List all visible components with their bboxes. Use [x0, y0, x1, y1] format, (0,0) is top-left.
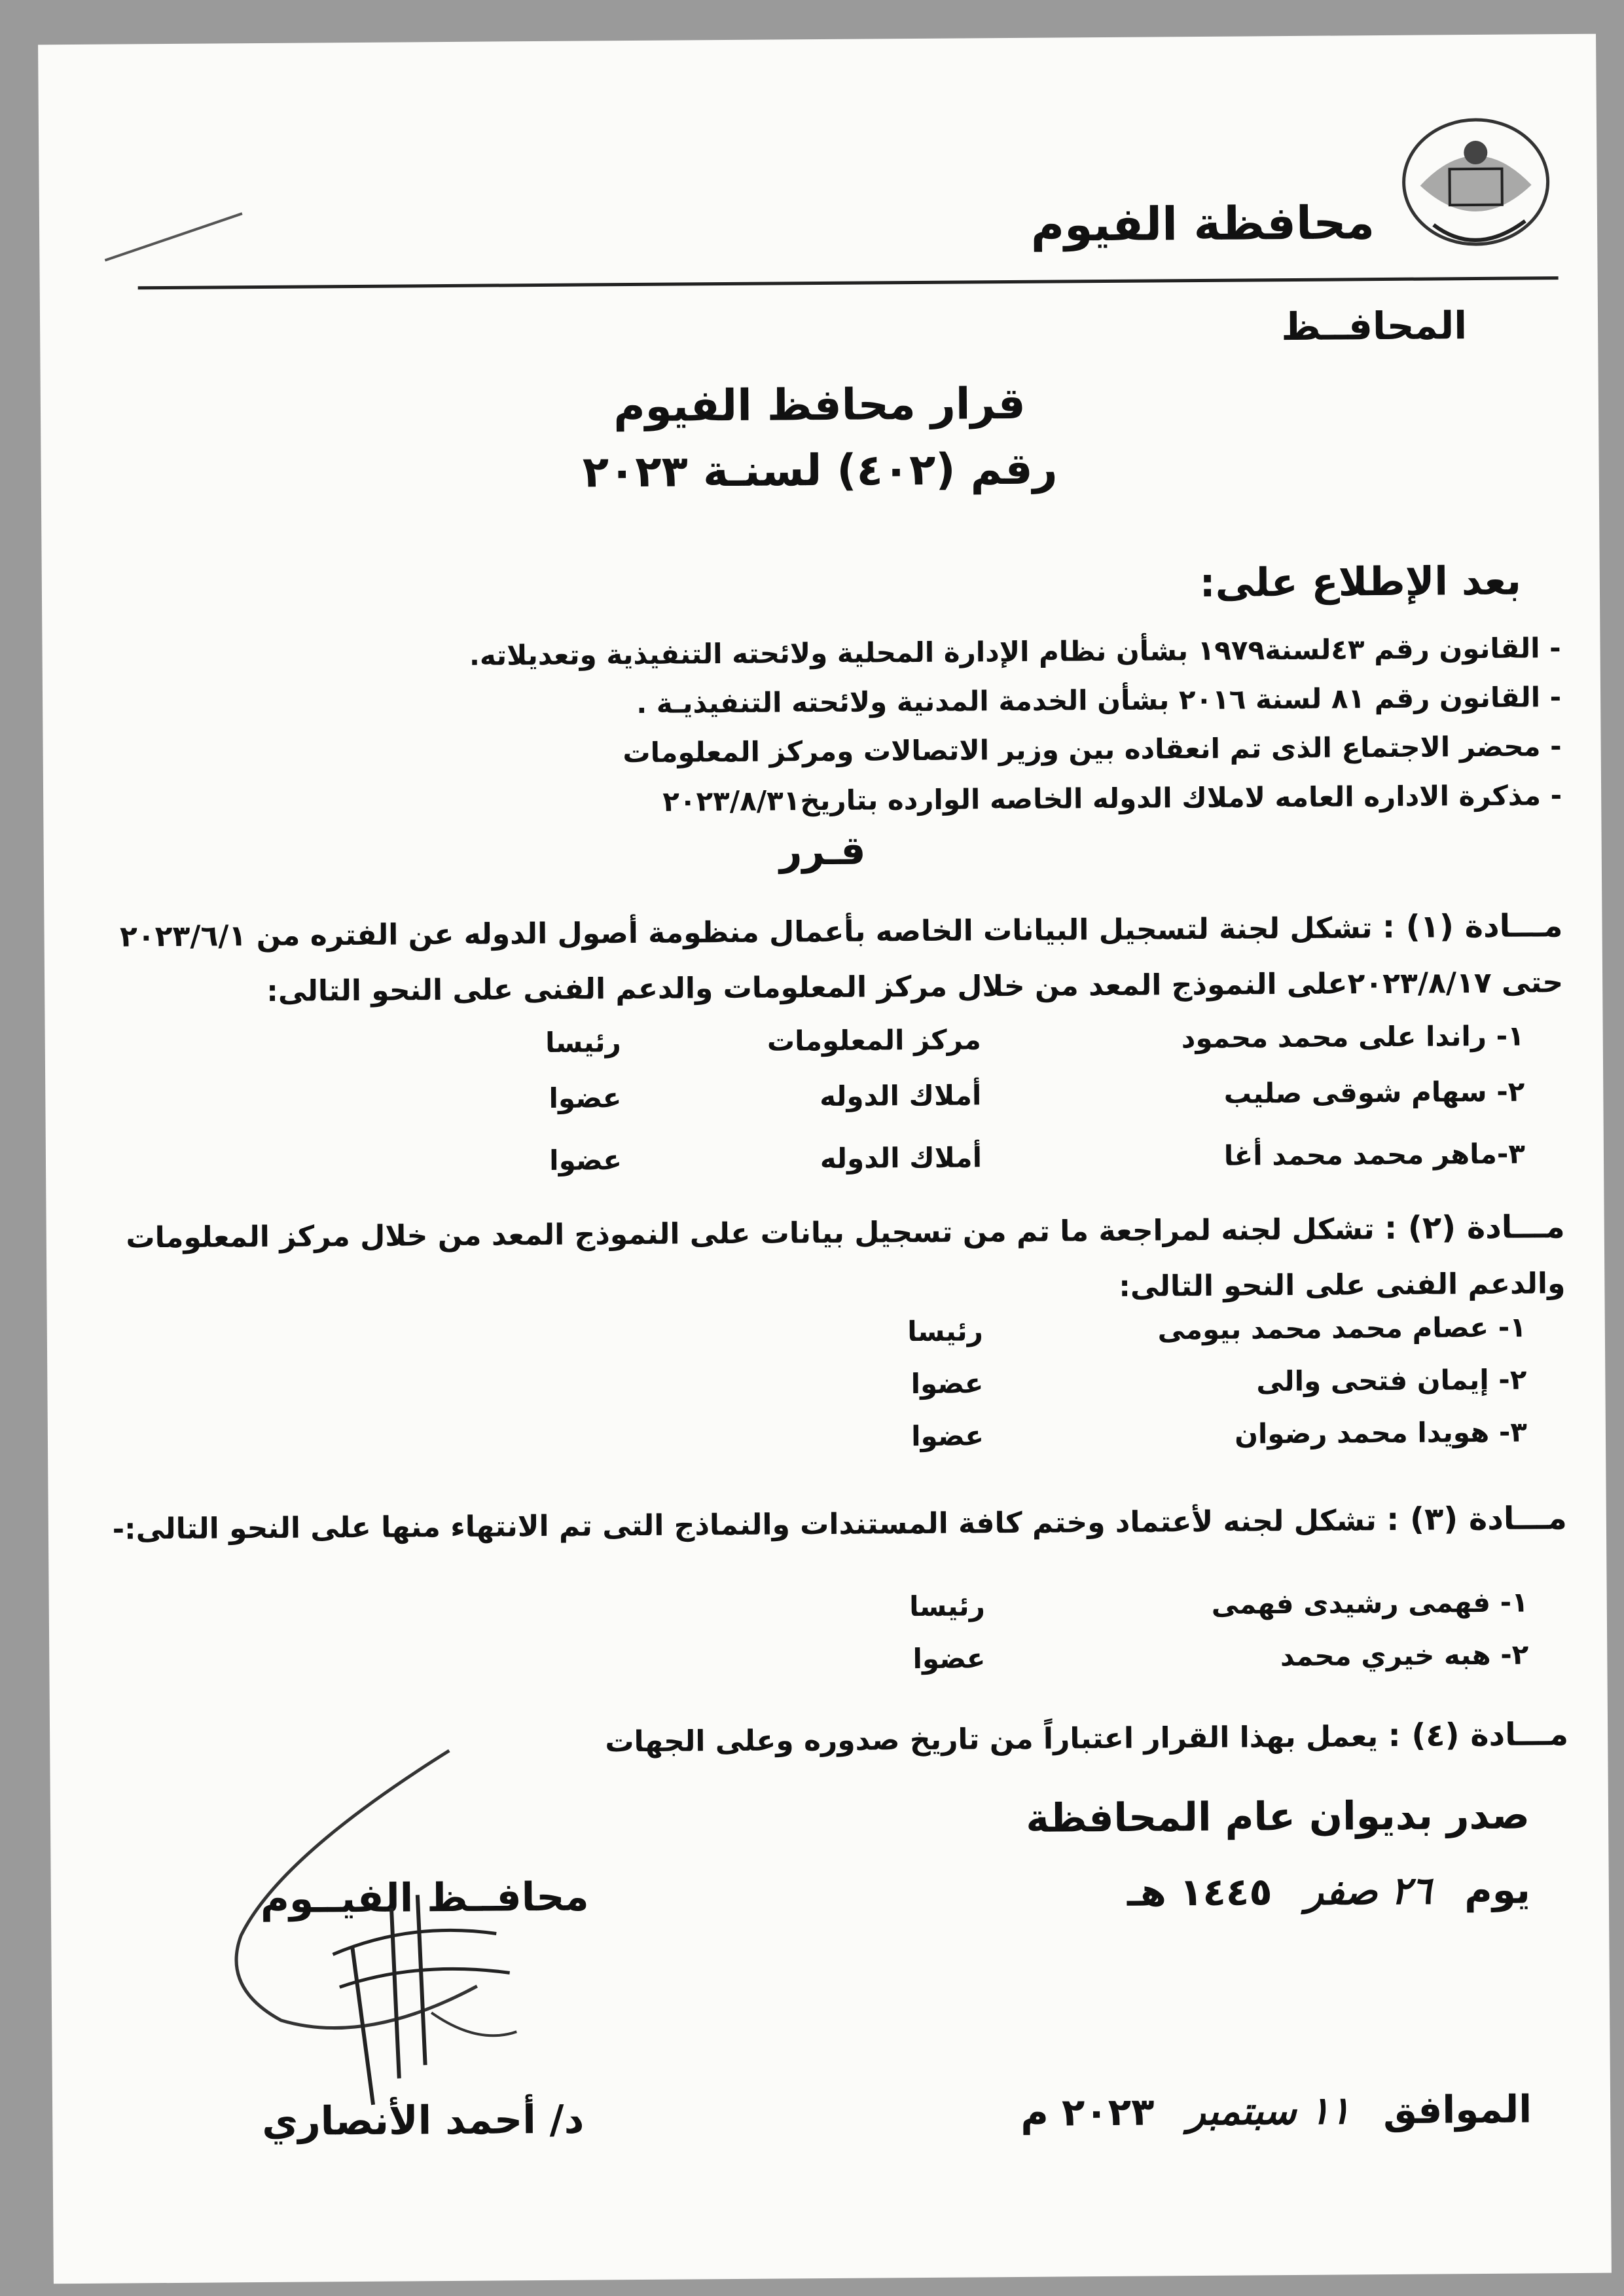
greg-prefix: الموافق — [1382, 2086, 1532, 2133]
article-text: تشكل لجنه لأعتماد وختم كافة المستندات والنماذج التى تم الانتهاء منها على النحو التالى:- — [112, 1504, 1377, 1546]
article-text: تشكل لجنه لمراجعة ما تم من تسجيل بيانات على النموذج المعد من خلال مركز المعلومات والدعم الفنى على النحو التالى: — [126, 1212, 1566, 1303]
member-name: ٢- سهام شوقى صليب — [1223, 1075, 1525, 1110]
decree-title: قرار محافظ الفيوم — [613, 378, 1026, 432]
hijri-prefix: يوم — [1464, 1867, 1531, 1913]
hijri-date — [1127, 1868, 1530, 1915]
governorate-emblem-icon — [1394, 106, 1559, 258]
member-name: ١- عصام محمد محمد بيومى — [1157, 1311, 1526, 1346]
hijri-handwritten: ٢٦ صفر — [1305, 1868, 1432, 1914]
preamble-item: - مذكرة الاداره العامه لاملاك الدوله الخاصه الوارده بتاريخ٢٠٢٣/٨/٣١ — [662, 779, 1562, 818]
pen-stroke-mark — [98, 207, 249, 267]
preamble-list — [55, 623, 1562, 830]
article-label: مـــادة (٣) : — [1386, 1500, 1568, 1539]
member-dept: مركز المعلومات — [767, 1023, 981, 1057]
member-role: عضوا — [911, 1367, 984, 1400]
member-role: رئيسا — [907, 1315, 984, 1348]
member-role: رئيسا — [909, 1590, 985, 1623]
member-role: عضوا — [549, 1144, 623, 1176]
greg-handwritten: ١١ سبتمبر — [1187, 2088, 1351, 2134]
issued-at: صدر بديوان عام المحافظة — [1026, 1792, 1530, 1842]
article-2 — [60, 1199, 1566, 1322]
article-1 — [57, 898, 1563, 1021]
member-dept: أملاك الدوله — [819, 1079, 982, 1113]
header-divider — [138, 276, 1559, 289]
article-label: مـــادة (٢) : — [1384, 1209, 1565, 1247]
preamble-heading: بعد الإطلاع على: — [1199, 558, 1522, 606]
member-name: ٢- إيمان فتحى والى — [1256, 1363, 1527, 1398]
member-name: ١- راندا على محمد محمود — [1181, 1019, 1525, 1055]
governorate-name: محافظة الفيوم — [1030, 196, 1375, 252]
document-page — [38, 34, 1612, 2284]
signatory-title: محافــظ الفيــوم — [260, 1874, 589, 1923]
member-name: ٣-ماهر محمد محمد أغا — [1223, 1137, 1526, 1172]
member-name: ٢- هبه خيري محمد — [1280, 1638, 1529, 1673]
article-text: تشكل لجنة لتسجيل البيانات الخاصه بأعمال منظومة أصول الدوله عن الفتره من ٢٠٢٣/٦/١ حتى ٢٠٢٣/٨/١٧على النموذج المعد من خلال مركز المعلومات والدعم الفنى على النحو التالى: — [119, 911, 1564, 1008]
hijri-suffix: ١٤٤٥ هـ — [1127, 1869, 1272, 1915]
member-role: عضوا — [912, 1642, 986, 1675]
article-label: مـــادة (٤) : — [1388, 1716, 1569, 1755]
member-role: رئيسا — [545, 1026, 621, 1059]
gregorian-date — [1020, 2086, 1532, 2134]
article-3 — [62, 1491, 1568, 1558]
office-label: المحافــظ — [1281, 303, 1468, 350]
member-name: ٣- هويدا محمد رضوان — [1234, 1415, 1528, 1450]
member-name: ١- فهمى رشيدى فهمى — [1211, 1586, 1528, 1620]
decree-number: رقم (٤٠٢) لسنـة ٢٠٢٣ — [582, 443, 1058, 498]
decision-heading: قـرر — [779, 828, 866, 875]
preamble-item: - القانون رقم ٨١ لسنة ٢٠١٦ بشأن الخدمة المدنية ولائحته التنفيذيـة . — [636, 681, 1562, 720]
member-role: عضوا — [549, 1082, 622, 1114]
signatory-name: د/ أحمد الأنصاري — [262, 2096, 585, 2145]
preamble-item: - القانون رقم ٤٣لسنة١٩٧٩ بشأن نظام الإدارة المحلية ولائحته التنفيذية وتعديلاته. — [469, 632, 1561, 672]
preamble-item: - محضر الاجتماع الذى تم انعقاده بين وزير الاتصالات ومركز المعلومات — [623, 730, 1562, 769]
greg-suffix: ٢٠٢٣ م — [1020, 2089, 1155, 2135]
member-role: عضوا — [911, 1419, 984, 1453]
handwritten-signature-icon — [200, 1736, 609, 2145]
article-label: مـــادة (١) : — [1382, 907, 1563, 946]
member-dept: أملاك الدوله — [820, 1141, 983, 1175]
article-text: يعمل بهذا القرار اعتباراً من تاريخ صدوره وعلى الجهات — [605, 1720, 1379, 1759]
